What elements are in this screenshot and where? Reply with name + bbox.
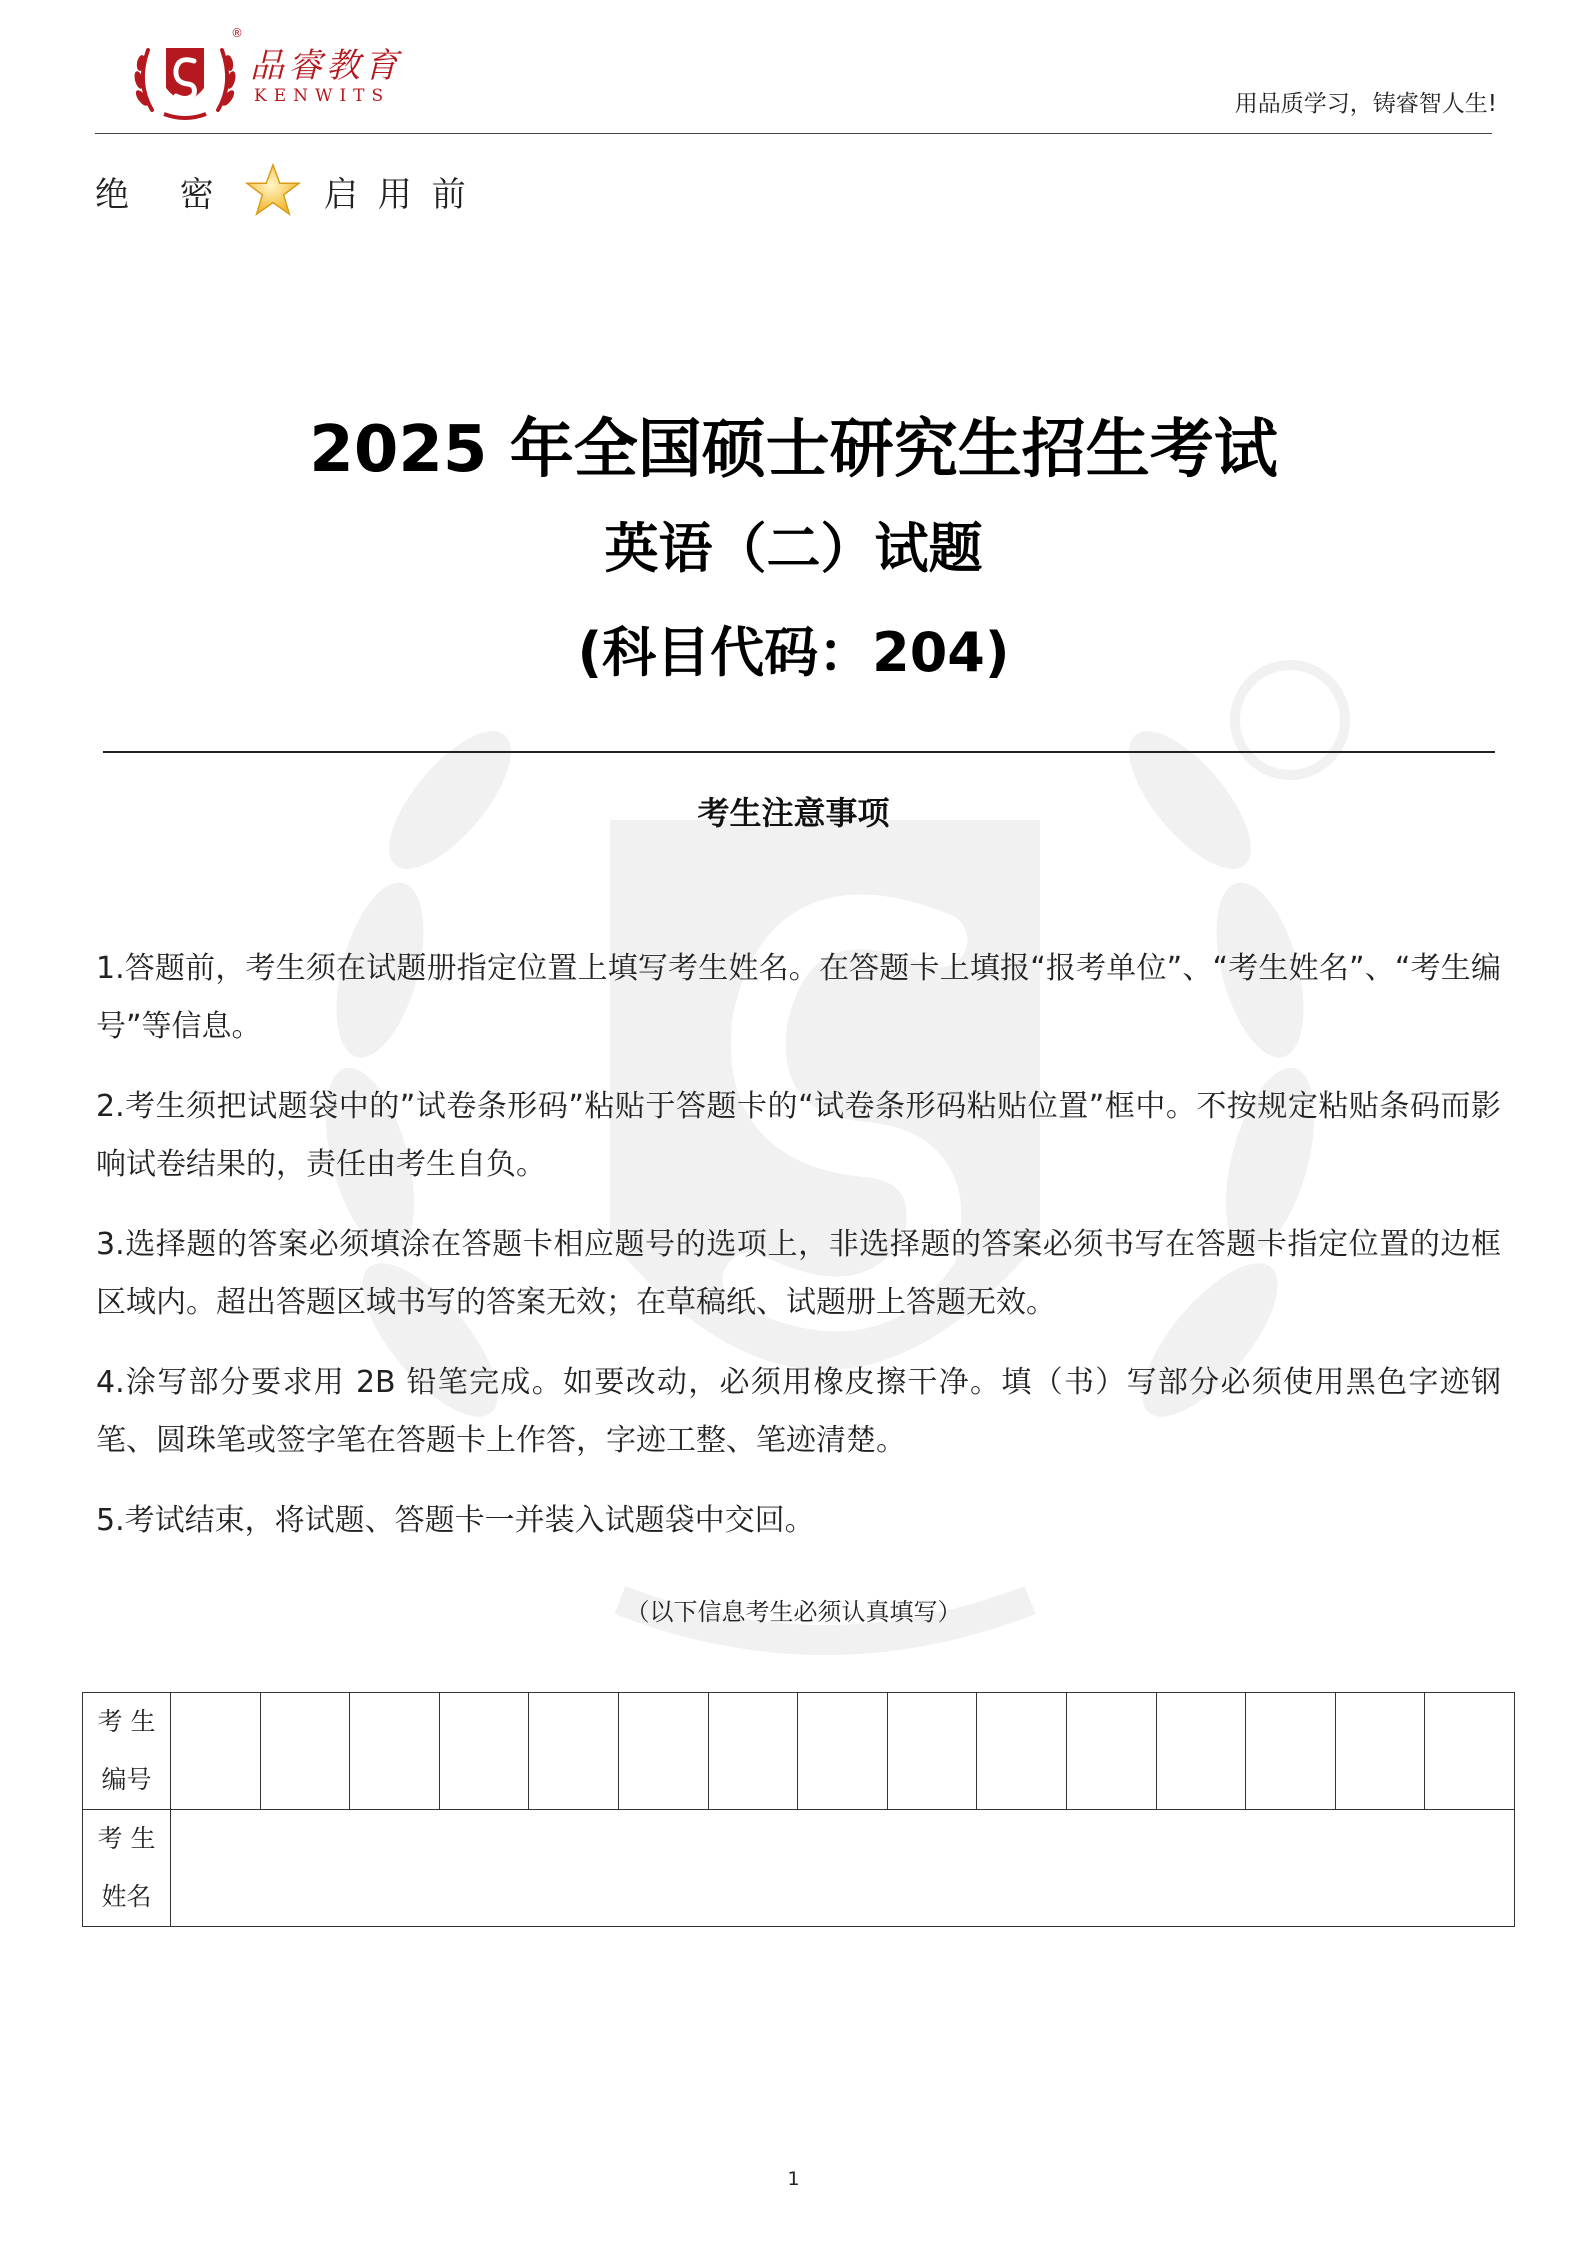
candidate-id-digit-cell[interactable] bbox=[1066, 1693, 1156, 1810]
candidate-id-digit-cell[interactable] bbox=[798, 1693, 888, 1810]
label-top: 考 生 bbox=[97, 1824, 156, 1853]
candidate-id-digit-cell[interactable] bbox=[529, 1693, 619, 1810]
candidate-id-digit-cell[interactable] bbox=[977, 1693, 1067, 1810]
header-slogan: 用品质学习，铸睿智人生! bbox=[1234, 91, 1497, 117]
candidate-id-digit-cell[interactable] bbox=[887, 1693, 977, 1810]
rule-item: 4.涂写部分要求用 2B 铅笔完成。如要改动，必须用橡皮擦干净。填（书）写部分必须使用黑色字迹钢笔、圆珠笔或签字笔在答题卡上作答，字迹工整、笔迹清楚。 bbox=[96, 1365, 1501, 1458]
candidate-id-digit-cell[interactable] bbox=[1425, 1693, 1515, 1810]
candidate-id-row bbox=[83, 1693, 1515, 1810]
label-top: 考 生 bbox=[97, 1707, 156, 1736]
candidate-id-digit-cell[interactable] bbox=[350, 1693, 440, 1810]
label-bottom: 编号 bbox=[101, 1765, 152, 1794]
candidate-id-digit-cell[interactable] bbox=[260, 1693, 350, 1810]
confidential-mark bbox=[95, 163, 486, 219]
title-divider bbox=[103, 751, 1495, 753]
brand-name-cn: 品睿教育 bbox=[250, 46, 402, 86]
fill-instruction: （以下信息考生必须认真填写） bbox=[625, 1598, 962, 1626]
rule-item: 2.考生须把试题袋中的”试卷条形码”粘贴于答题卡的“试卷条形码粘贴位置”框中。不按规定粘贴条码而影响试卷结果的，责任由考生自负。 bbox=[96, 1089, 1501, 1182]
exam-title: 2025 年全国硕士研究生招生考试 bbox=[309, 413, 1278, 487]
candidate-id-label bbox=[83, 1693, 171, 1810]
exam-subject-title: 英语（二）试题 bbox=[604, 517, 983, 580]
subject-code: (科目代码：204) bbox=[577, 621, 1010, 684]
rule-item: 5.考试结束，将试题、答题卡一并装入试题袋中交回。 bbox=[96, 1503, 815, 1538]
label-bottom: 姓名 bbox=[101, 1882, 152, 1911]
candidate-name-label bbox=[83, 1810, 171, 1927]
header-divider bbox=[95, 133, 1492, 134]
before-use-label: 启用前 bbox=[323, 174, 486, 215]
star-icon bbox=[244, 162, 302, 220]
candidate-id-digit-cell[interactable] bbox=[618, 1693, 708, 1810]
candidate-name-field[interactable] bbox=[171, 1810, 1515, 1927]
confidential-label: 绝 密 bbox=[95, 174, 234, 215]
candidate-info-table bbox=[82, 1692, 1515, 1927]
registered-mark: ® bbox=[231, 26, 243, 40]
rule-item: 1.答题前，考生须在试题册指定位置上填写考生姓名。在答题卡上填报“报考单位”、“考生姓名”、“考生编号”等信息。 bbox=[96, 951, 1501, 1044]
candidate-id-digit-cell[interactable] bbox=[1246, 1693, 1336, 1810]
rule-item: 3.选择题的答案必须填涂在答题卡相应题号的选项上，非选择题的答案必须书写在答题卡指定位置的边框区域内。超出答题区域书写的答案无效；在草稿纸、试题册上答题无效。 bbox=[96, 1227, 1501, 1320]
brand-name-en: KENWITS bbox=[254, 86, 391, 106]
page-number: 1 bbox=[787, 2168, 800, 2190]
candidate-id-digit-cell[interactable] bbox=[1156, 1693, 1246, 1810]
candidate-id-digit-cell[interactable] bbox=[439, 1693, 529, 1810]
candidate-id-digit-cell[interactable] bbox=[1335, 1693, 1425, 1810]
candidate-name-row bbox=[83, 1810, 1515, 1927]
notice-heading: 考生注意事项 bbox=[697, 794, 890, 832]
notice-rules bbox=[96, 940, 1501, 1572]
brand-logo bbox=[130, 28, 430, 128]
candidate-id-digit-cell[interactable] bbox=[171, 1693, 261, 1810]
laurel-logo-icon bbox=[130, 28, 240, 123]
candidate-id-digit-cell[interactable] bbox=[708, 1693, 798, 1810]
